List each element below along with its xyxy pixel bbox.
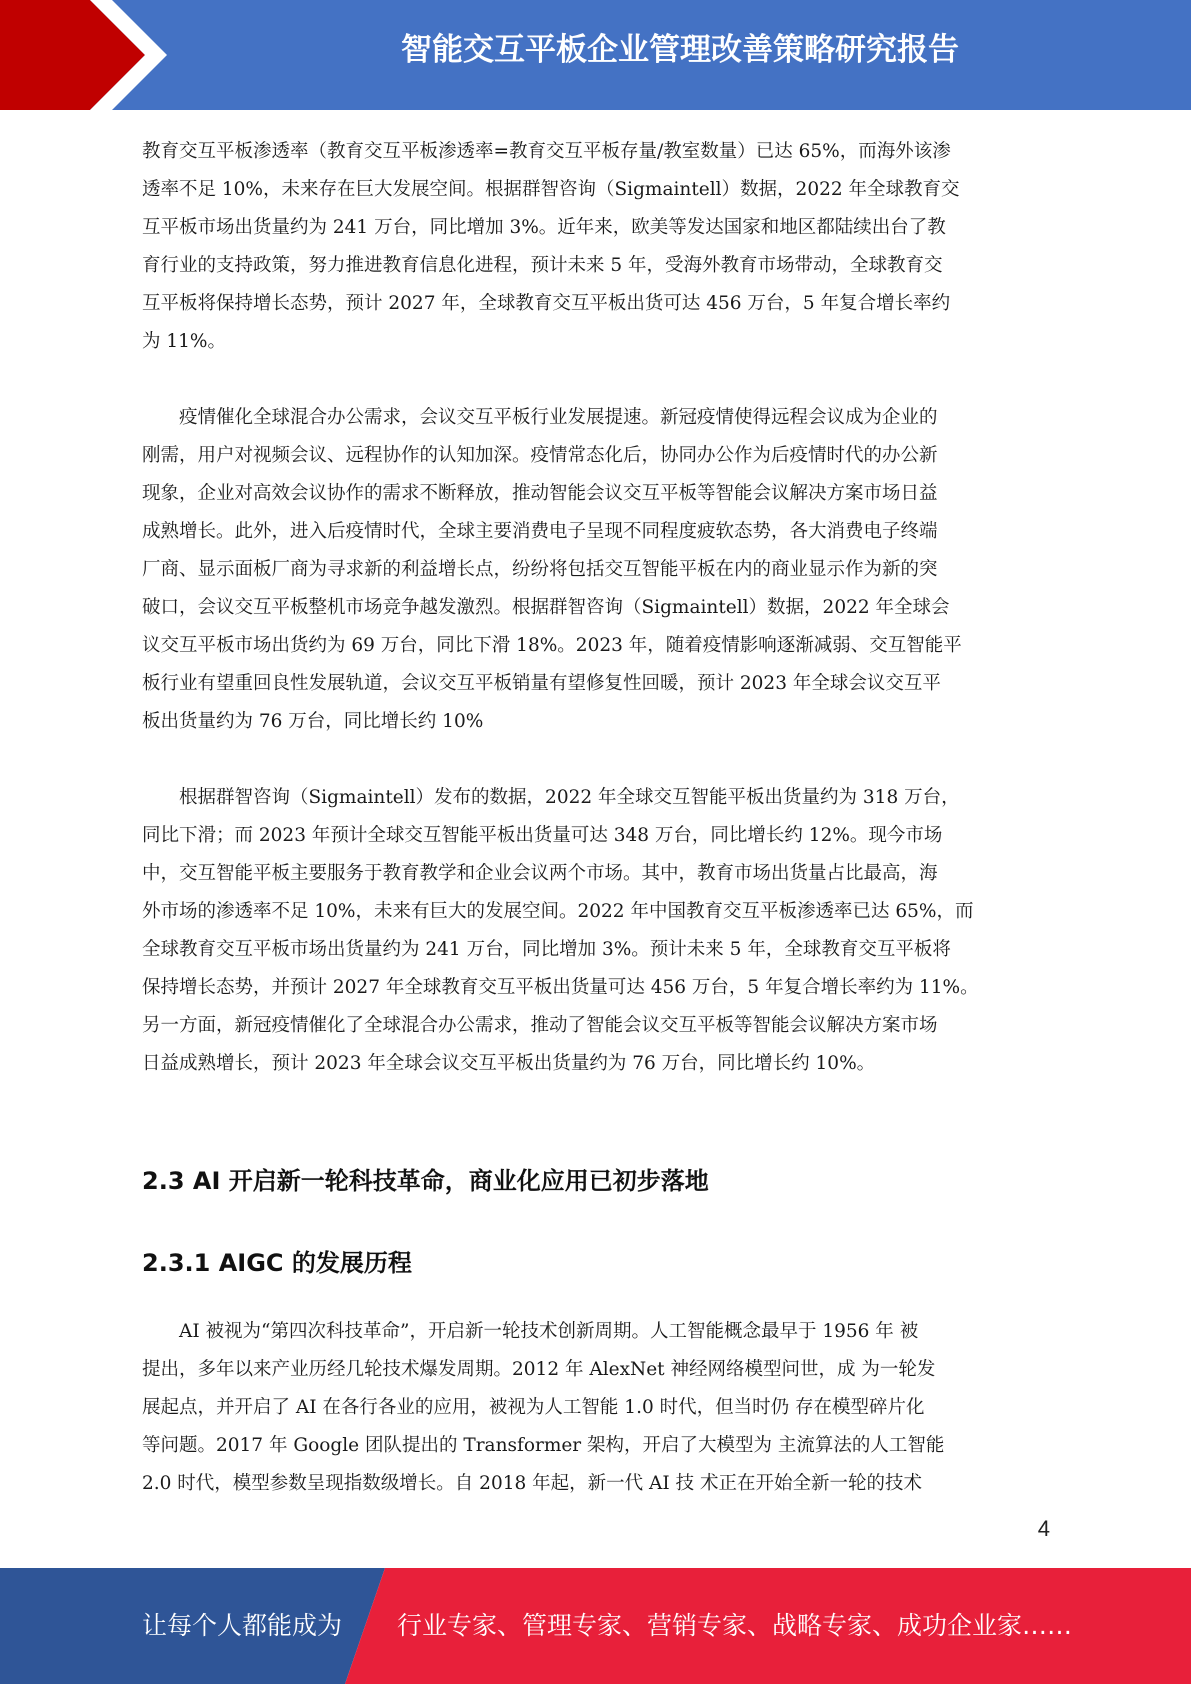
paragraph-2: 疫情催化全球混合办公需求，会议交互平板行业发展提速。新冠疫情使得远程会议成为企业的 刚需，用户对视频会议、远程协作的认知加深。疫情常态化后，协同办公作为后疫情时代的办公新 现象，企业对高效会议协作的需求不断释放，推动智能会议交互平板等智能会议解决方案市场日益 成熟增长。此外，进入后疫情时代，全球主要消费电子呈现不同程度疲软态势，各大消费电子终端 厂商、显示面板厂商为寻求新的利益增长点，纷纷将包括交互智能平板在内的商业显示作为新的突 破口，会议交互平板整机市场竞争越发激烈。根据群智咨询（Sigmaintell）数据，2022 年全球会 议交互平板市场出货约为 69 万台，同比下滑 18%。2023 年，随着疫情影响逐渐减弱、交互智能平 板行业有望重回良性发展轨道，会议交互平板销量有望修复性回暖，预计 2023 年全球会议交互平 板出货量约为 76 万台，同比增长约 10% xyxy=(142,407,962,732)
section-heading: 2.3 AI 开启新一轮科技革命，商业化应用已初步落地 xyxy=(142,1167,709,1195)
paragraph-3: 根据群智咨询（Sigmaintell）发布的数据，2022 年全球交互智能平板出货量约为 318 万台， 同比下滑；而 2023 年预计全球交互智能平板出货量可达 348 万台，同比增长约 12%。现今市场 中，交互智能平板主要服务于教育教学和企业会议两个市场。其中，教育市场出货量占比最高，海 外市场的渗透率不足 10%，未来有巨大的发展空间。2022 年中国教育交互平板渗透率已达 65%，而 全球教育交互平板市场出货量约为 241 万台，同比增加 3%。预计未来 5 年，全球教育交互平板将 保持增长态势，并预计 2027 年全球教育交互平板出货量可达 456 万台，5 年复合增长率约为 11%。 另一方面，新冠疫情催化了全球混合办公需求，推动了智能会议交互平板等智能会议解决方案市场 日益成熟增长，预计 2023 年全球会议交互平板出货量约为 76 万台，同比增长约 10%。 xyxy=(142,787,979,1074)
report-title: 智能交互平板企业管理改善策略研究报告 xyxy=(401,32,959,68)
page-footer xyxy=(0,1568,1191,1684)
page-header xyxy=(0,0,1191,110)
page-number: 4 xyxy=(1037,1516,1050,1541)
subsection-heading: 2.3.1 AIGC 的发展历程 xyxy=(142,1249,412,1277)
footer-slogan-right: 行业专家、管理专家、营销专家、战略专家、成功企业家…… xyxy=(397,1611,1073,1640)
footer-slogan-left: 让每个人都能成为 xyxy=(142,1611,343,1640)
paragraph-4: AI 被视为“第四次科技革命”，开启新一轮技术创新周期。人工智能概念最早于 1956 年 被 提出，多年以来产业历经几轮技术爆发周期。2012 年 AlexNet 神经网络模型问世，成 为一轮发 展起点，并开启了 AI 在各行各业的应用，被视为人工智能 1.0 时代，但当时仍 存在模型碎片化 等问题。2017 年 Google 团队提出的 Transformer 架构，开启了大模型为 主流算法的人工智能 2.0 时代，模型参数呈现指数级增长。自 2018 年起，新一代 AI 技 术正在开始全新一轮的技术 xyxy=(142,1321,945,1494)
paragraph-1: 教育交互平板渗透率（教育交互平板渗透率=教育交互平板存量/教室数量）已达 65%，而海外该渗 透率不足 10%，未来存在巨大发展空间。根据群智咨询（Sigmaintell）数据，2022 年全球教育交 互平板市场出货量约为 241 万台，同比增加 3%。近年来，欧美等发达国家和地区都陆续出台了教 育行业的支持政策，努力推进教育信息化进程，预计未来 5 年，受海外教育市场带动，全球教育交 互平板将保持增长态势，预计 2027 年，全球教育交互平板出货可达 456 万台，5 年复合增长率约 为 11%。 xyxy=(142,141,960,352)
page-content xyxy=(142,133,1047,1503)
